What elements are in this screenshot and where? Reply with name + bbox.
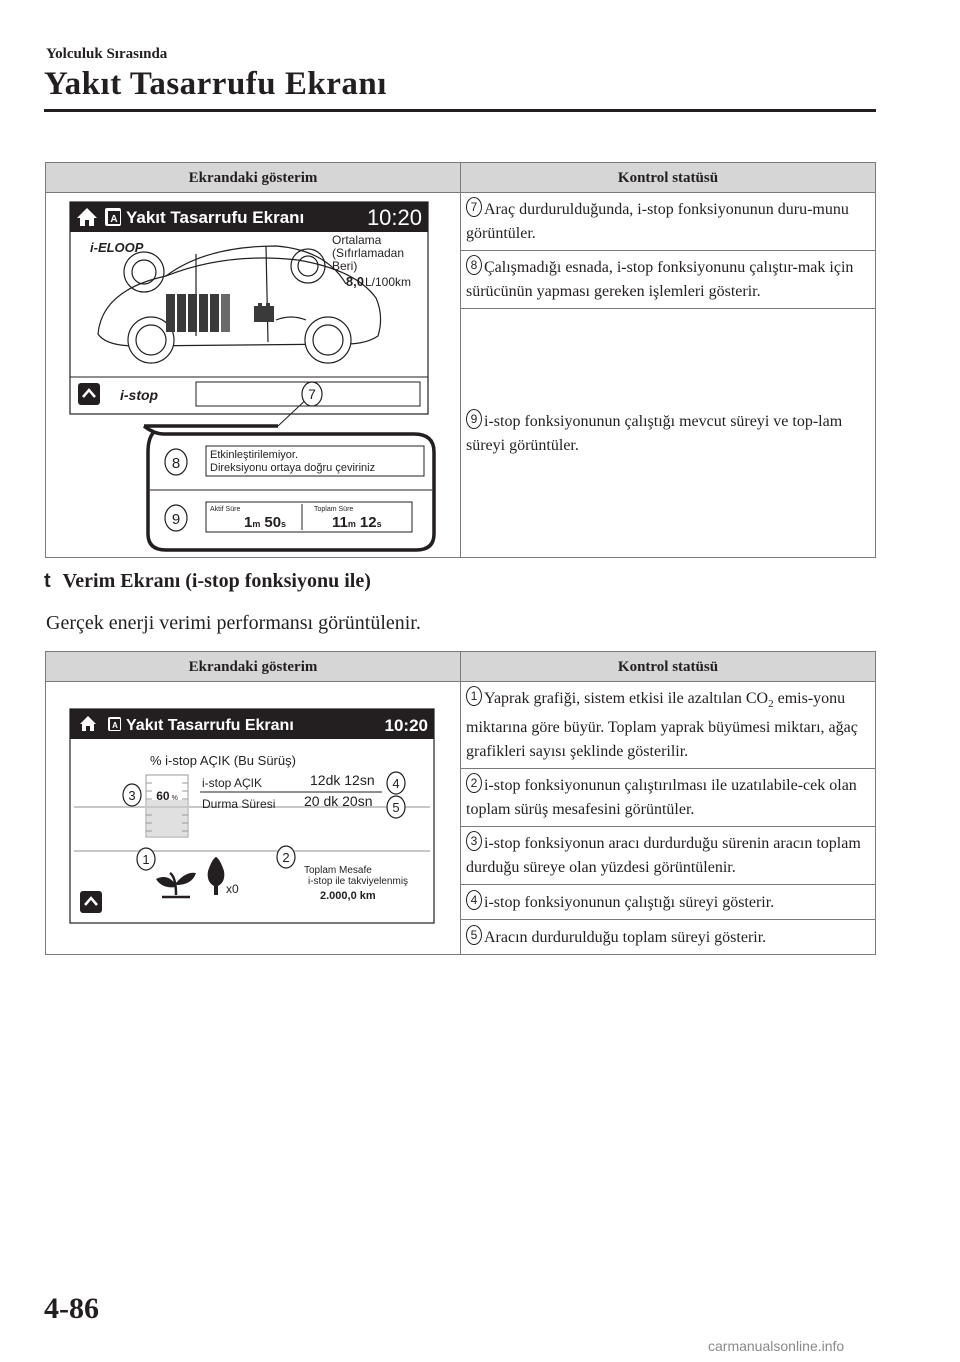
display-cell-1 [46,193,461,558]
screen-title: Yakıt Tasarrufu Ekranı [126,717,294,735]
active-time-value: 1m 50s [244,514,287,531]
column-header-display: Ekrandaki gösterim [46,652,461,682]
row-number-5: 5 [466,925,482,945]
total-time-value: 11m 12s [332,514,382,531]
callout-8: 8 [171,455,181,472]
istop-percent-value: 60 [156,789,170,804]
row-number-8: 8 [466,255,482,275]
status-row-4 [461,885,876,920]
row-number-4: 4 [466,890,482,910]
watermark: carmanualsonline.info [708,1338,845,1354]
screen-clock: 10:20 [384,716,428,736]
average-label-line1: Ortalama [332,233,382,247]
section-marker: t [44,570,51,592]
screen-title: Yakıt Tasarrufu Ekranı [126,208,305,227]
status-row-5 [461,920,876,955]
status-row-9 [461,309,876,558]
auto-icon [108,717,121,731]
callout-9: 9 [171,511,181,528]
row-number-7: 7 [466,197,482,217]
status-row-3 [461,827,876,885]
total-distance-label: Toplam Mesafe [304,865,372,877]
row-number-9: 9 [466,409,482,429]
callout-1: 1 [142,852,150,868]
page-number: 4-86 [44,1292,99,1325]
row-number-2: 2 [466,773,482,793]
status-text-5: Aracın durdurulduğu toplam süreyi gösterir. [484,928,767,946]
status-text-1b: emis-yonu miktarına göre büyür. Toplam yaprak büyümesi miktarı, ağaç grafikleri sayısı şeklinde gösterilir. [466,690,858,761]
section-heading [44,570,371,593]
average-label-line3: Beri) [332,259,358,273]
column-header-status: Kontrol statüsü [461,163,876,193]
row-number-1: 1 [466,686,482,706]
status-text-2: i-stop fonksiyonunun çalıştırılması ile uzatılabile-cek olan toplam sürüş mesafesini görüntüler. [466,777,857,819]
expand-button[interactable] [80,891,102,913]
istop-percent-unit: % [171,795,178,803]
status-text-7: Araç durdurulduğunda, i-stop fonksiyonunun duru-munu görüntüler. [466,201,849,242]
callout-5: 5 [392,800,400,816]
status-row-1 [461,682,876,769]
average-value: 8,0 [345,274,364,289]
column-header-status: Kontrol statüsü [461,652,876,682]
tree-count: x0 [226,882,239,897]
message-line1: Etkinleştirilemiyor. [210,449,299,461]
ieloop-label: i-ELOOP [90,240,144,255]
section-label: Yolculuk Sırasında [46,46,168,62]
total-distance-sublabel: i-stop ile takviyelenmiş [308,876,409,888]
istop-label: i-stop [120,387,159,403]
fuel-economy-screen-1 [46,194,459,556]
efficiency-screen [46,687,459,949]
status-text-1a: Yaprak grafiği, sistem etkisi ile azaltılan CO [484,690,769,707]
svg-text:A: A [112,721,118,731]
stop-time-value: 20 dk 20sn [304,793,373,810]
page-title: Yakıt Tasarrufu Ekranı [44,66,387,102]
average-label-line2: (Sıfırlamadan [332,246,405,260]
callout-3: 3 [128,788,136,804]
istop-on-label: i-stop AÇIK [202,776,263,791]
total-time-label: Toplam Süre [314,506,354,513]
expand-button[interactable] [78,383,100,405]
status-row-7 [461,193,876,251]
callout-4: 4 [392,776,400,792]
status-text-4: i-stop fonksiyonunun çalıştığı süreyi gösterir. [484,893,775,911]
total-distance-value: 2.000,0 km [320,890,376,903]
callout-7: 7 [308,386,316,402]
status-text-8: Çalışmadığı esnada, i-stop fonksiyonunu çalıştır-mak için sürücünün yapması gereken işlemleri gösterir. [466,259,854,300]
istop-percent-title: % i-stop AÇIK (Bu Sürüş) [150,753,296,769]
auto-icon [105,208,121,226]
screen-clock: 10:20 [366,205,422,230]
display-cell-2 [46,682,461,955]
istop-on-value: 12dk 12sn [310,772,375,789]
status-row-2 [461,769,876,827]
status-table-2 [45,651,876,955]
column-header-display: Ekrandaki gösterim [46,163,461,193]
row-number-3: 3 [466,831,482,851]
svg-text:A: A [110,214,118,225]
section-intro: Gerçek enerji verimi performansı görüntülenir. [46,612,421,634]
status-text-3: i-stop fonksiyonun aracı durdurduğu sürenin aracın toplam durduğu süreye olan yüzdesi görüntülenir. [466,835,861,877]
title-rule [44,109,876,112]
average-unit: L/100km [365,275,412,289]
active-time-label: Aktif Süre [210,506,241,513]
stop-time-label: Durma Süresi [202,797,276,812]
status-text-9: i-stop fonksiyonunun çalıştığı mevcut süreyi ve top-lam süreyi görüntüler. [466,412,843,454]
status-table-1 [45,162,876,558]
message-line2: Direksiyonu ortaya doğru çeviriniz [210,462,376,474]
section-heading-text: Verim Ekranı (i-stop fonksiyonu ile) [62,570,371,592]
callout-2: 2 [282,850,290,866]
status-row-8 [461,251,876,309]
co2-subscript: 2 [768,698,774,711]
